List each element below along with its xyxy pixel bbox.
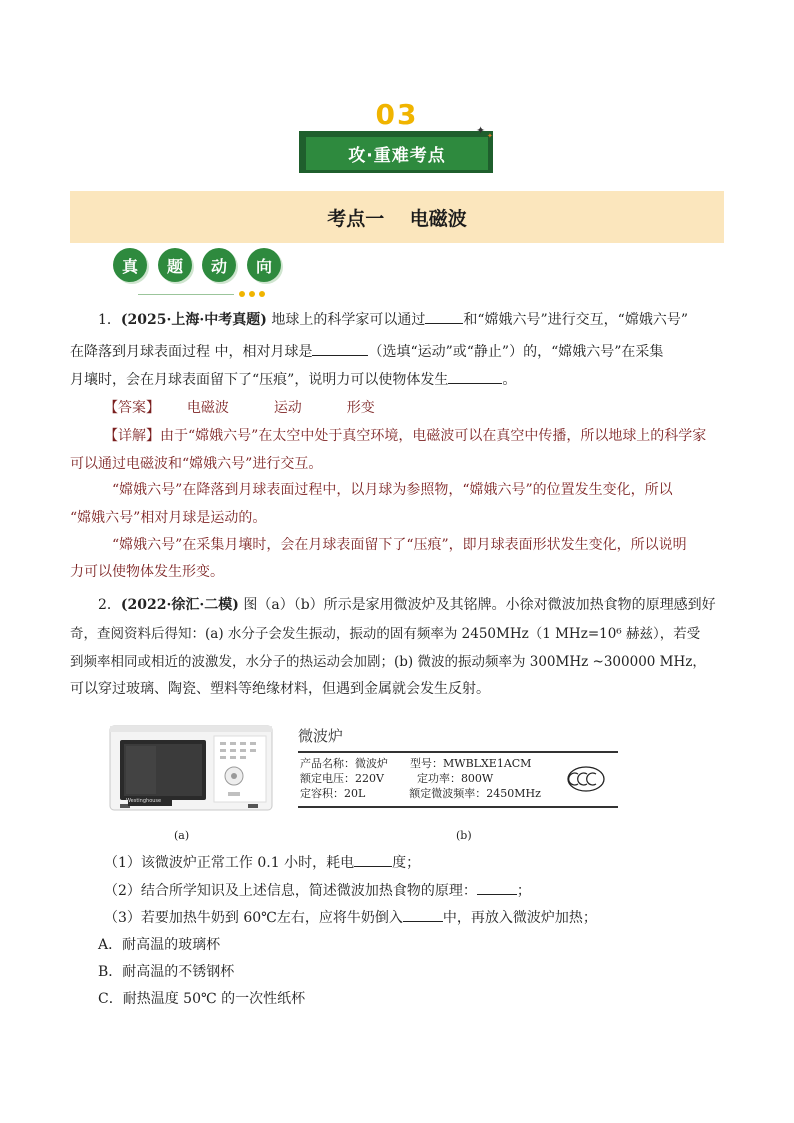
- q2-sub3: （3）若要加热牛奶到 60℃左右，应将牛奶倒入 中，再放入微波炉加热；: [104, 904, 744, 932]
- divider-line: [138, 294, 234, 295]
- q2-blank-2: [477, 878, 517, 895]
- badge-zhen: 真: [113, 248, 147, 282]
- topic-heading: [70, 191, 724, 243]
- q1-line3: 月壤时，会在月球表面留下了“压痕”，说明力可以使物体发生 。: [70, 366, 730, 394]
- figure-label-b: (b): [456, 829, 472, 842]
- q1-blank-3: [448, 367, 502, 384]
- q2-sub1: （1）该微波炉正常工作 0.1 小时，耗电 度；: [104, 849, 744, 877]
- q2-source: (2022·徐汇·二模): [120, 597, 239, 613]
- option-b: B．耐高温的不锈钢杯: [98, 964, 235, 980]
- section-title-banner: 攻·重难考点: [306, 137, 488, 170]
- q1-detail-1b: 可以通过电磁波和“嫦娥六号”进行交互。: [70, 456, 323, 472]
- q1-detail-2: “嫦娥六号”在降落到月球表面过程中，以月球为参照物，“嫦娥六号”的位置发生变化，所以: [112, 482, 673, 498]
- q2-line1: 2．(2022·徐汇·二模) 图（a）（b）所示是家用微波炉及其铭牌。小徐对微波加热食物的原理感到好: [98, 597, 716, 613]
- sparkle-icon: ✦: [476, 124, 486, 137]
- badge-xiang: 向: [247, 248, 281, 282]
- nameplate-row-3: 定容积：20L 额定微波频率：2450MHz: [300, 787, 541, 800]
- nameplate-row-2: 额定电压：220V 定功率：800W: [300, 772, 494, 785]
- answer-3: 形变: [346, 400, 375, 416]
- q1-detail-3b: 力可以使物体发生形变。: [70, 564, 224, 580]
- nameplate-row-1: 产品名称：微波炉 型号：MWBLXE1ACM: [300, 757, 532, 770]
- brand-label: Westinghouse: [126, 798, 162, 804]
- decor-dot: [249, 291, 255, 297]
- answer-2: 运动: [273, 400, 302, 416]
- q1-detail-3: “嫦娥六号”在采集月壤时，会在月球表面留下了“压痕”，即月球表面形状发生变化，所以说明: [112, 537, 687, 553]
- answer-1: 电磁波: [186, 400, 229, 416]
- sparkle-small-icon: ✦: [487, 132, 493, 140]
- q2-blank-1: [354, 850, 392, 867]
- q2-blank-3: [403, 905, 443, 922]
- q1-source: (2025·上海·中考真题): [120, 312, 267, 328]
- q1-blank-1: [425, 307, 463, 324]
- q2-line2: 奇，查阅资料后得知：(a) 水分子会发生振动，振动的固有频率为 2450MHz（1 MHz=10⁶ 赫兹），若受: [70, 626, 701, 642]
- figure-label-a: (a): [174, 829, 190, 842]
- q2-sub2: （2）结合所学知识及上述信息，简述微波加热食物的原理： ；: [104, 877, 744, 905]
- q1-detail-1: 【详解】由于“嫦娥六号”在太空中处于真空环境，电磁波可以在真空中传播，所以地球上的科学家: [104, 428, 707, 444]
- nameplate-title: 微波炉: [298, 727, 344, 745]
- decor-dot: [239, 291, 245, 297]
- q1-answer: 【答案】 电磁波 运动 形变: [104, 400, 375, 416]
- option-c: C．耐热温度 50℃ 的一次性纸杯: [98, 991, 306, 1007]
- option-a: A．耐高温的玻璃杯: [98, 937, 221, 953]
- badge-ti: 题: [158, 248, 192, 282]
- section-number: 03: [375, 98, 419, 131]
- nameplate-top-rule: [298, 751, 618, 753]
- q2-line4: 可以穿过玻璃、陶瓷、塑料等绝缘材料，但遇到金属就会发生反射。: [70, 681, 490, 697]
- q1-blank-2: [312, 339, 368, 356]
- q2-line3: 到频率相同或相近的波激发，水分子的热运动会加剧；(b) 微波的振动频率为 300MHz ~300000 MHz，: [70, 654, 706, 670]
- badge-dong: 动: [202, 248, 236, 282]
- q1-line2: 在降落到月球表面过程 中，相对月球是 （选填“运动”或“静止”）的，“嫦娥六号”在采集: [70, 338, 730, 366]
- decor-dot: [259, 291, 265, 297]
- q1-detail-2b: “嫦娥六号”相对月球是运动的。: [70, 510, 267, 526]
- ccc-certification-icon: [566, 765, 606, 793]
- q1-line1: 1．(2025·上海·中考真题) 地球上的科学家可以通过 和“嫦娥六号”进行交互，“嫦娥六号”: [98, 306, 738, 334]
- nameplate-bottom-rule: [298, 806, 618, 808]
- topic-title: 考点一 电磁波: [327, 207, 467, 230]
